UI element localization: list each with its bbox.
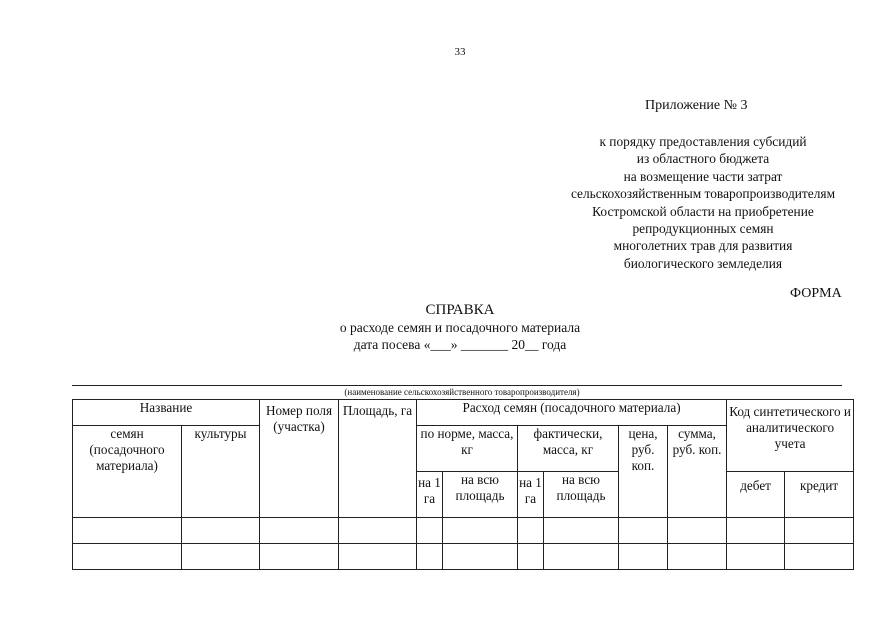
consumption-header: Расход семян (посадочного материала) (417, 400, 727, 426)
table-cell[interactable] (668, 544, 727, 570)
table-cell[interactable] (785, 544, 854, 570)
table-cell[interactable] (518, 544, 544, 570)
order-line: к порядку предоставления субсидий (599, 134, 807, 149)
table-cell[interactable] (260, 518, 339, 544)
table-cell[interactable] (339, 544, 417, 570)
table-cell[interactable] (417, 518, 443, 544)
table-cell[interactable] (619, 518, 668, 544)
order-line: сельскохозяйственным товаропроизводителям (570, 186, 836, 202)
table-row (73, 544, 854, 570)
norm-whole-area-header: на всю площадь (443, 472, 518, 518)
table-cell[interactable] (443, 544, 518, 570)
producer-name-line[interactable] (72, 385, 842, 386)
table-cell[interactable] (727, 518, 785, 544)
order-line: из областного бюджета (636, 151, 770, 167)
price-header: цена, руб. коп. (619, 426, 668, 518)
actual-header: фактически, масса, кг (518, 426, 619, 472)
table-cell[interactable] (417, 544, 443, 570)
appendix-label: Приложение № 3 (645, 98, 748, 113)
table-cell[interactable] (73, 518, 182, 544)
table-cell[interactable] (73, 544, 182, 570)
actual-per-ha-header: на 1 га (518, 472, 544, 518)
sowing-date-line: дата посева «___» _______ 20__ года (353, 337, 567, 352)
table-cell[interactable] (544, 518, 619, 544)
order-line: на возмещение части затрат (623, 168, 783, 184)
table-cell[interactable] (443, 518, 518, 544)
table-cell[interactable] (785, 518, 854, 544)
order-line: Костромской области на приобретение (592, 203, 814, 219)
producer-name-caption: (наименование сельскохозяйственного товаропроизводителя) (344, 387, 580, 397)
name-header: Название (73, 400, 260, 426)
table-cell[interactable] (544, 544, 619, 570)
norm-per-ha-header: на 1 га (417, 472, 443, 518)
sum-header: сумма, руб. коп. (668, 426, 727, 518)
table-cell[interactable] (182, 544, 260, 570)
table-cell[interactable] (339, 518, 417, 544)
order-line: многолетних трав для развития (613, 238, 793, 254)
order-line: репродукционных семян (632, 221, 774, 237)
form-label: ФОРМА (790, 286, 842, 301)
table-cell[interactable] (260, 544, 339, 570)
document-subtitle: о расходе семян и посадочного материала (339, 320, 581, 335)
page-number: 33 (454, 46, 466, 58)
order-line: биологического земледелия (623, 255, 783, 271)
actual-whole-area-header: на всю площадь (544, 472, 619, 518)
norm-header: по норме, масса, кг (417, 426, 518, 472)
debit-header: дебет (727, 472, 785, 518)
field-number-header: Номер поля (участка) (260, 400, 339, 518)
seed-consumption-table (72, 399, 854, 570)
table-row (73, 518, 854, 544)
table-cell[interactable] (668, 518, 727, 544)
table-cell[interactable] (727, 544, 785, 570)
crops-header: культуры (182, 426, 260, 518)
document-title: СПРАВКА (425, 302, 495, 318)
table-cell[interactable] (518, 518, 544, 544)
table-cell[interactable] (619, 544, 668, 570)
order-reference (540, 133, 866, 272)
seeds-header: семян (посадочного материала) (73, 426, 182, 518)
accounting-code-header: Код синтетического и аналитического учета (727, 400, 854, 472)
area-header: Площадь, га (339, 400, 417, 518)
credit-header: кредит (785, 472, 854, 518)
table-cell[interactable] (182, 518, 260, 544)
